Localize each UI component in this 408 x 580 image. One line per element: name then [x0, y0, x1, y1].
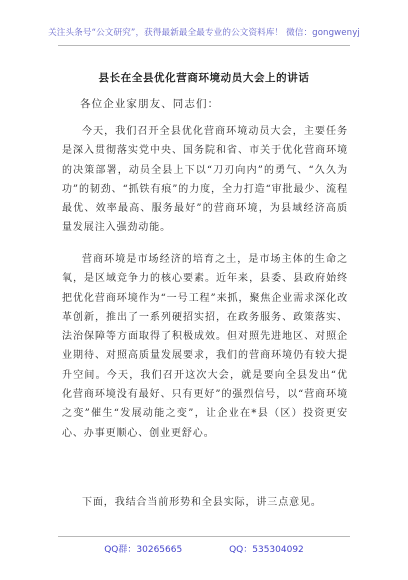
- footer-divider: [58, 536, 350, 537]
- header-note: 关注头条号“公文研究”，获得最新最全最专业的公文资料库！ 微信：gongwenyj: [48, 28, 360, 38]
- paragraph-1: 今天，我们召开全县优化营商环境动员大会，主要任务是深入贯彻落实党中央、国务院和省、市关于优化营商环境的决策部署，动员全县上下以“刀刃向内”的勇气、“久久为功”的韧劲、“抓铁有痕”的力度，全力打造“审批最少、流程最优、效率最高、服务最好”的营商环境，为县域经济高质量发展注入强劲动能。: [62, 126, 348, 234]
- paragraph-2: 营商环境是市场经济的培育之土，是市场主体的生命之氧，是区域竞争力的核心要素。近年来，县委、县政府始终把优化营商环境作为“一号工程”来抓，聚焦企业需求深化改革创新，推出了一系列硬招实招，在政务服务、政策落实、法治保障等方面取得了积极成效。但对照先进地区、对照企业期待、对照高质量发展要求，我们的营商环境仍有较大提升空间。今天，我们召开这次大会，就是要向全县发出“优化营商环境没有最好、只有更好”的强烈信号，以“营商环境之变”催生“发展动能之变”，让企业在*县（区）投资更安心、办事更顺心、创业更舒心。: [62, 254, 348, 439]
- header-divider: [58, 45, 350, 46]
- paragraph-3: 下面，我结合当前形势和全县实际，讲三点意见。: [82, 497, 322, 508]
- footer-contact: [0, 542, 408, 555]
- document-title: 县长在全县优化营商环境动员大会上的讲话: [98, 72, 310, 84]
- salutation: 各位企业家朋友、同志们：: [80, 98, 220, 110]
- footer-qq-group: QQ群：30265665: [104, 545, 183, 555]
- footer-qq: QQ：535304092: [229, 545, 304, 555]
